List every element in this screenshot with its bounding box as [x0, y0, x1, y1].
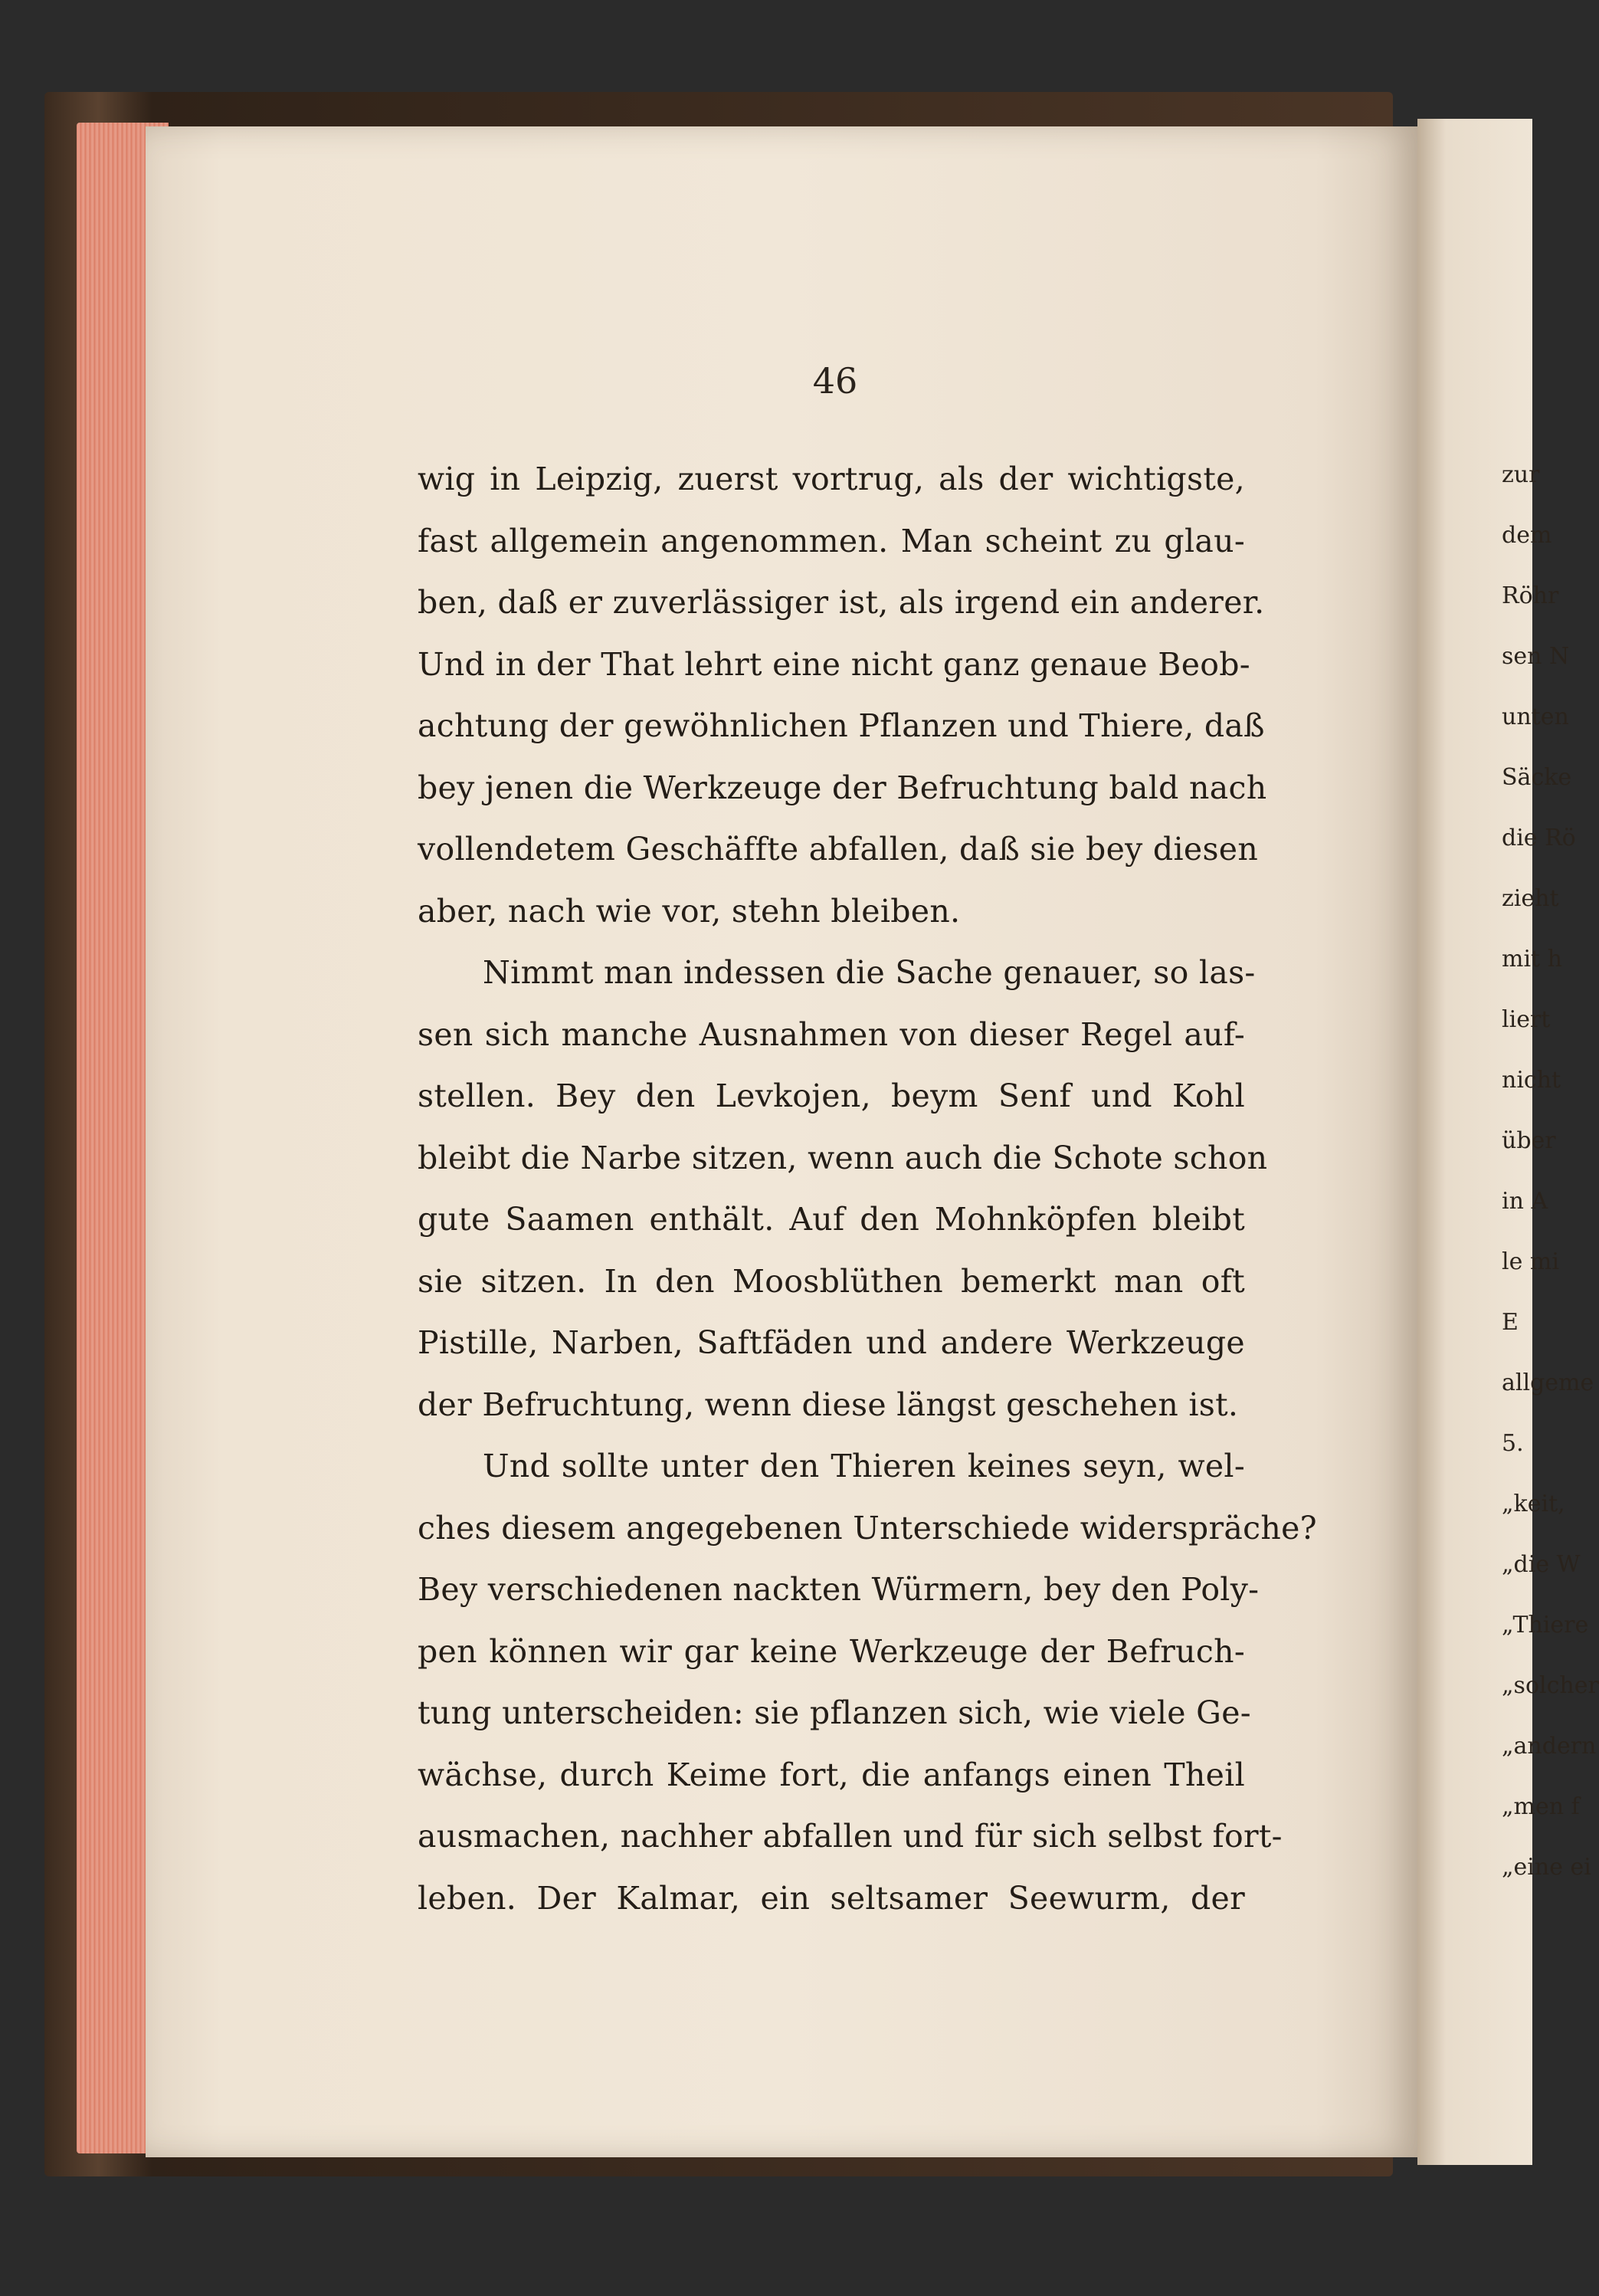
facing-page-fragment: „keit,	[1502, 1491, 1565, 1517]
text-line: vollendetem Geschäffte abfallen, daß sie bey diesen	[418, 831, 1259, 868]
text-line: tung unterscheiden: sie pflanzen sich, wie viele Ge-	[418, 1694, 1251, 1731]
page-number: 46	[812, 360, 858, 402]
facing-page-fragment: „solcher	[1502, 1672, 1599, 1699]
facing-page-fragment: 5.	[1502, 1430, 1524, 1457]
facing-page-fragment: Röhr	[1502, 582, 1559, 609]
text-line: ben, daß er zuverlässiger ist, als irgend ein anderer.	[418, 584, 1265, 621]
facing-page-fragment: E	[1502, 1309, 1519, 1336]
facing-page-fragment: in A	[1502, 1188, 1548, 1215]
page-text	[418, 448, 1317, 1929]
text-line: wig in Leipzig, zuerst vortrug, als der wichtigste,	[418, 461, 1245, 497]
text-line: achtung der gewöhnlichen Pflanzen und Thiere, daß	[418, 707, 1265, 744]
facing-page-fragment: „andern	[1502, 1733, 1597, 1760]
facing-page-fragment: „die W	[1502, 1551, 1581, 1578]
text-line: ches diesem angegebenen Unterschiede widerspräche?	[418, 1509, 1317, 1547]
text-line: bleibt die Narbe sitzen, wenn auch die Schote schon	[418, 1139, 1268, 1176]
facing-page-fragment: nicht	[1502, 1067, 1561, 1094]
facing-page-fragment: liert	[1502, 1006, 1551, 1033]
text-line: wächse, durch Keime fort, die anfangs einen Theil	[418, 1756, 1245, 1793]
facing-page-fragment: die Rö	[1502, 825, 1576, 851]
text-line: Und sollte unter den Thieren keines seyn, wel-	[483, 1448, 1245, 1484]
text-line: gute Saamen enthält. Auf den Mohnköpfen bleibt	[418, 1201, 1245, 1238]
facing-page-fragment: mit h	[1502, 946, 1562, 973]
text-line: stellen. Bey den Levkojen, beym Senf und Kohl	[418, 1077, 1245, 1114]
facing-page-fragment: „eine ei	[1502, 1854, 1591, 1881]
text-line: pen können wir gar keine Werkzeuge der Befruch-	[418, 1632, 1245, 1670]
facing-page-fragment: „Thiere	[1502, 1612, 1589, 1638]
text-line: Nimmt man indessen die Sache genauer, so las-	[483, 954, 1256, 991]
text-line: sen sich manche Ausnahmen von dieser Regel auf-	[418, 1015, 1245, 1053]
text-line: aber, nach wie vor, stehn bleiben.	[418, 892, 961, 930]
text-line: fast allgemein angenommen. Man scheint zu glau-	[418, 522, 1245, 559]
text-line: der Befruchtung, wenn diese längst geschehen ist.	[418, 1386, 1239, 1423]
text-line: leben. Der Kalmar, ein seltsamer Seewurm, der	[418, 1879, 1245, 1917]
facing-page-fragment: dem	[1502, 522, 1552, 549]
facing-page-fragments	[1502, 444, 1599, 1897]
text-line: Bey verschiedenen nackten Würmern, bey den Poly-	[418, 1571, 1260, 1608]
facing-page-fragment: zieht	[1502, 885, 1559, 912]
facing-page-fragment: über	[1502, 1127, 1556, 1154]
facing-page-fragment: allgeme	[1502, 1369, 1594, 1396]
text-line: bey jenen die Werkzeuge der Befruchtung bald nach	[418, 769, 1267, 806]
text-line: Pistille, Narben, Saftfäden und andere Werkzeuge	[418, 1324, 1245, 1361]
text-line: ausmachen, nachher abfallen und für sich selbst fort-	[418, 1818, 1283, 1855]
text-line: sie sitzen. In den Moosblüthen bemerkt man oft	[418, 1262, 1245, 1300]
facing-page-fragment: unten	[1502, 704, 1569, 730]
facing-page-fragment: „men f	[1502, 1793, 1580, 1820]
facing-page-fragment: sen N	[1502, 643, 1570, 670]
facing-page-fragment: Säcke	[1502, 764, 1572, 791]
text-line: Und in der That lehrt eine nicht ganz genaue Beob-	[418, 645, 1250, 683]
facing-page-fragment: zur	[1502, 461, 1540, 488]
facing-page-fragment: le mi	[1502, 1248, 1559, 1275]
